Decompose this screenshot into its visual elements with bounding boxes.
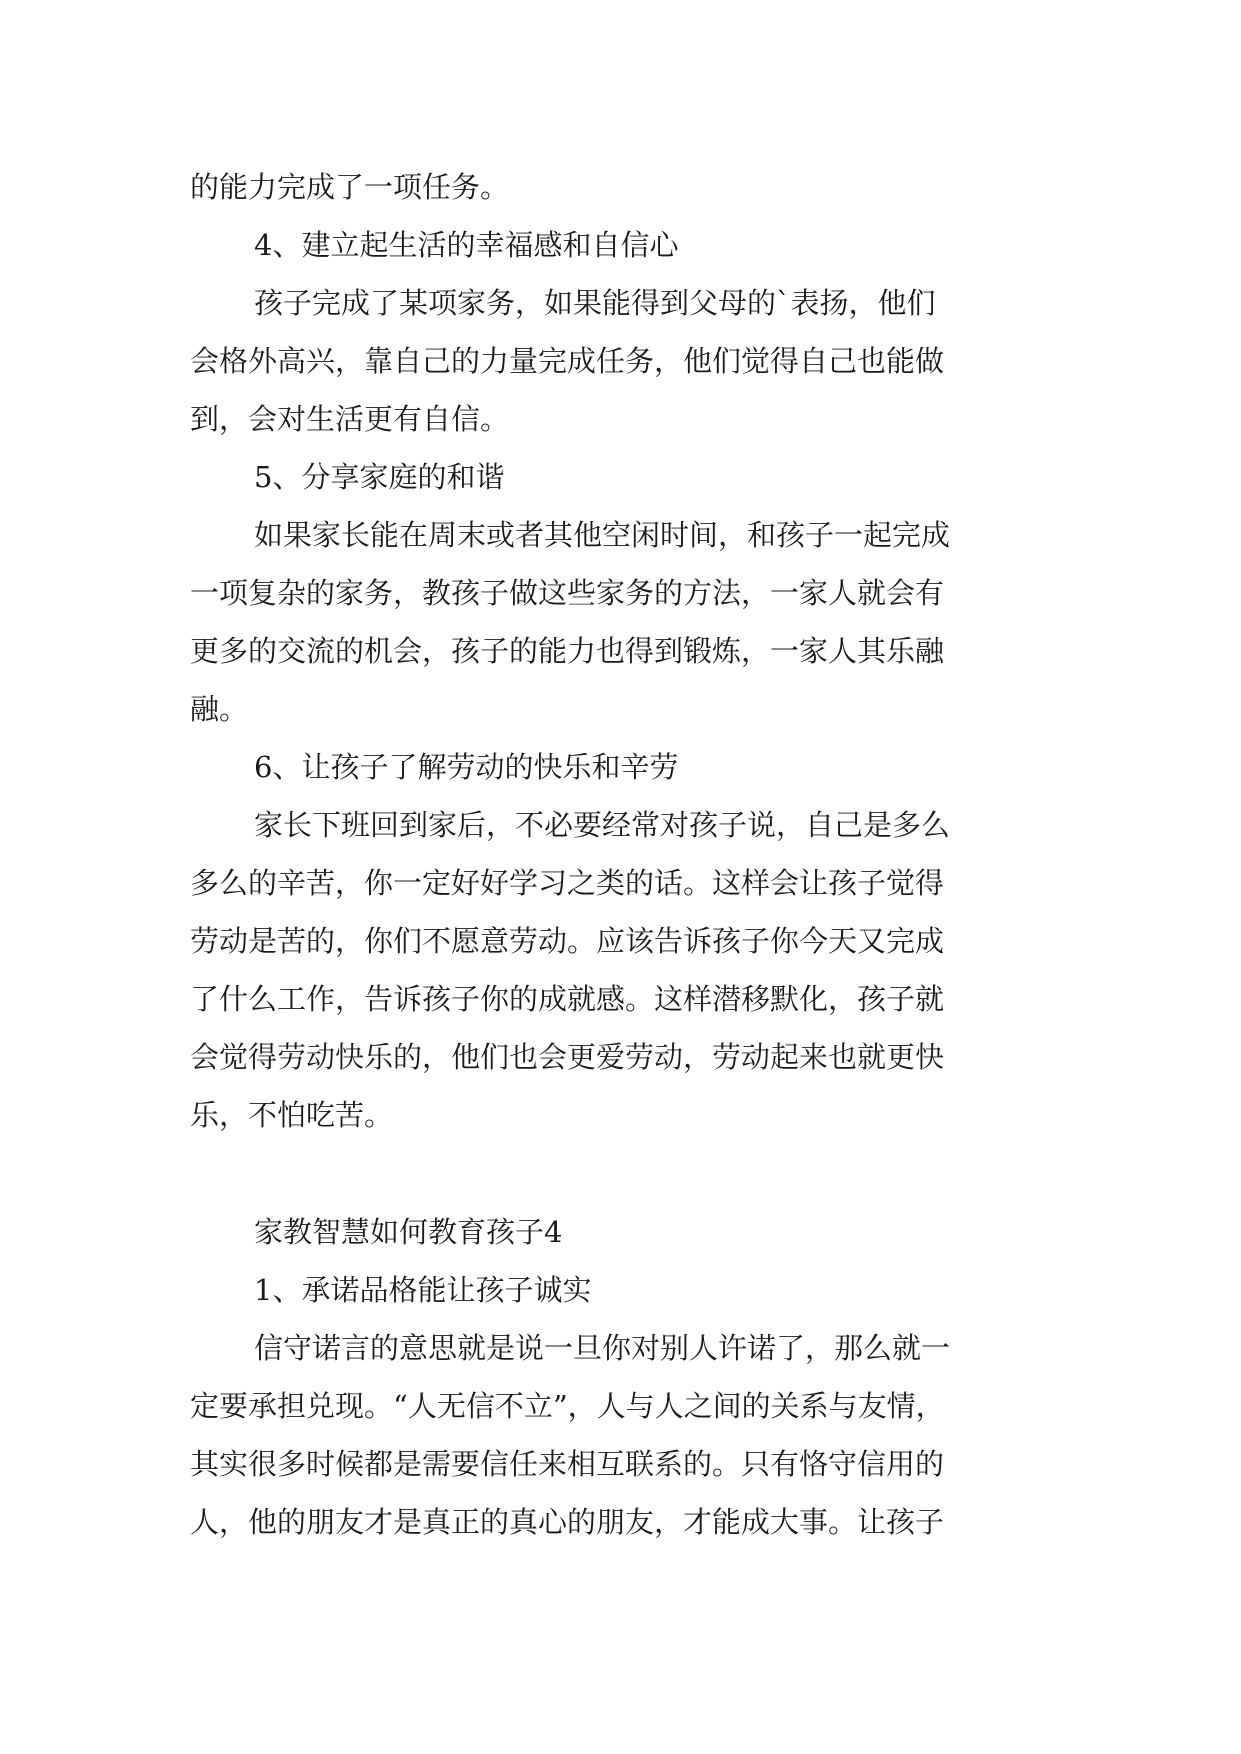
paragraph-line: 孩子完成了某项家务，如果能得到父母的`表扬，他们: [254, 286, 936, 320]
paragraph-line: 多么的辛苦，你一定好好学习之类的话。这样会让孩子觉得: [190, 866, 945, 900]
paragraph-line: 其实很多时候都是需要信任来相互联系的。只有恪守信用的: [190, 1447, 945, 1481]
numbered-heading: 5、分享家庭的和谐: [254, 460, 505, 494]
paragraph-line: 人，他的朋友才是真正的真心的朋友，才能成大事。让孩子: [190, 1505, 945, 1539]
paragraph-line: 劳动是苦的，你们不愿意劳动。应该告诉孩子你今天又完成: [190, 924, 945, 958]
paragraph-line: 定要承担兑现。“人无信不立”，人与人之间的关系与友情，: [190, 1389, 945, 1423]
numbered-heading: 1、承诺品格能让孩子诚实: [254, 1273, 592, 1307]
paragraph-line: 的能力完成了一项任务。: [190, 170, 510, 204]
document-body-part-1: [190, 158, 1050, 1144]
section-title: 家教智慧如何教育孩子4: [254, 1215, 563, 1249]
paragraph-line: 融。: [190, 692, 249, 726]
paragraph-line: 会觉得劳动快乐的，他们也会更爱劳动，劳动起来也就更快: [190, 1040, 945, 1074]
numbered-heading: 6、让孩子了解劳动的快乐和辛劳: [254, 750, 679, 784]
paragraph-line: 会格外高兴，靠自己的力量完成任务，他们觉得自己也能做: [190, 344, 945, 378]
numbered-heading: 4、建立起生活的幸福感和自信心: [254, 228, 679, 262]
paragraph-line: 到，会对生活更有自信。: [190, 402, 510, 436]
paragraph-line: 如果家长能在周末或者其他空闲时间，和孩子一起完成: [254, 518, 951, 552]
paragraph-line: 更多的交流的机会，孩子的能力也得到锻炼，一家人其乐融: [190, 634, 945, 668]
paragraph-line: 信守诺言的意思就是说一旦你对别人许诺了，那么就一: [254, 1331, 951, 1365]
document-body-part-2: [190, 1203, 1050, 1551]
paragraph-line: 家长下班回到家后，不必要经常对孩子说，自己是多么: [254, 808, 951, 842]
paragraph-line: 一项复杂的家务，教孩子做这些家务的方法，一家人就会有: [190, 576, 945, 610]
paragraph-line: 乐，不怕吃苦。: [190, 1098, 394, 1132]
paragraph-line: 了什么工作，告诉孩子你的成就感。这样潜移默化，孩子就: [190, 982, 945, 1016]
